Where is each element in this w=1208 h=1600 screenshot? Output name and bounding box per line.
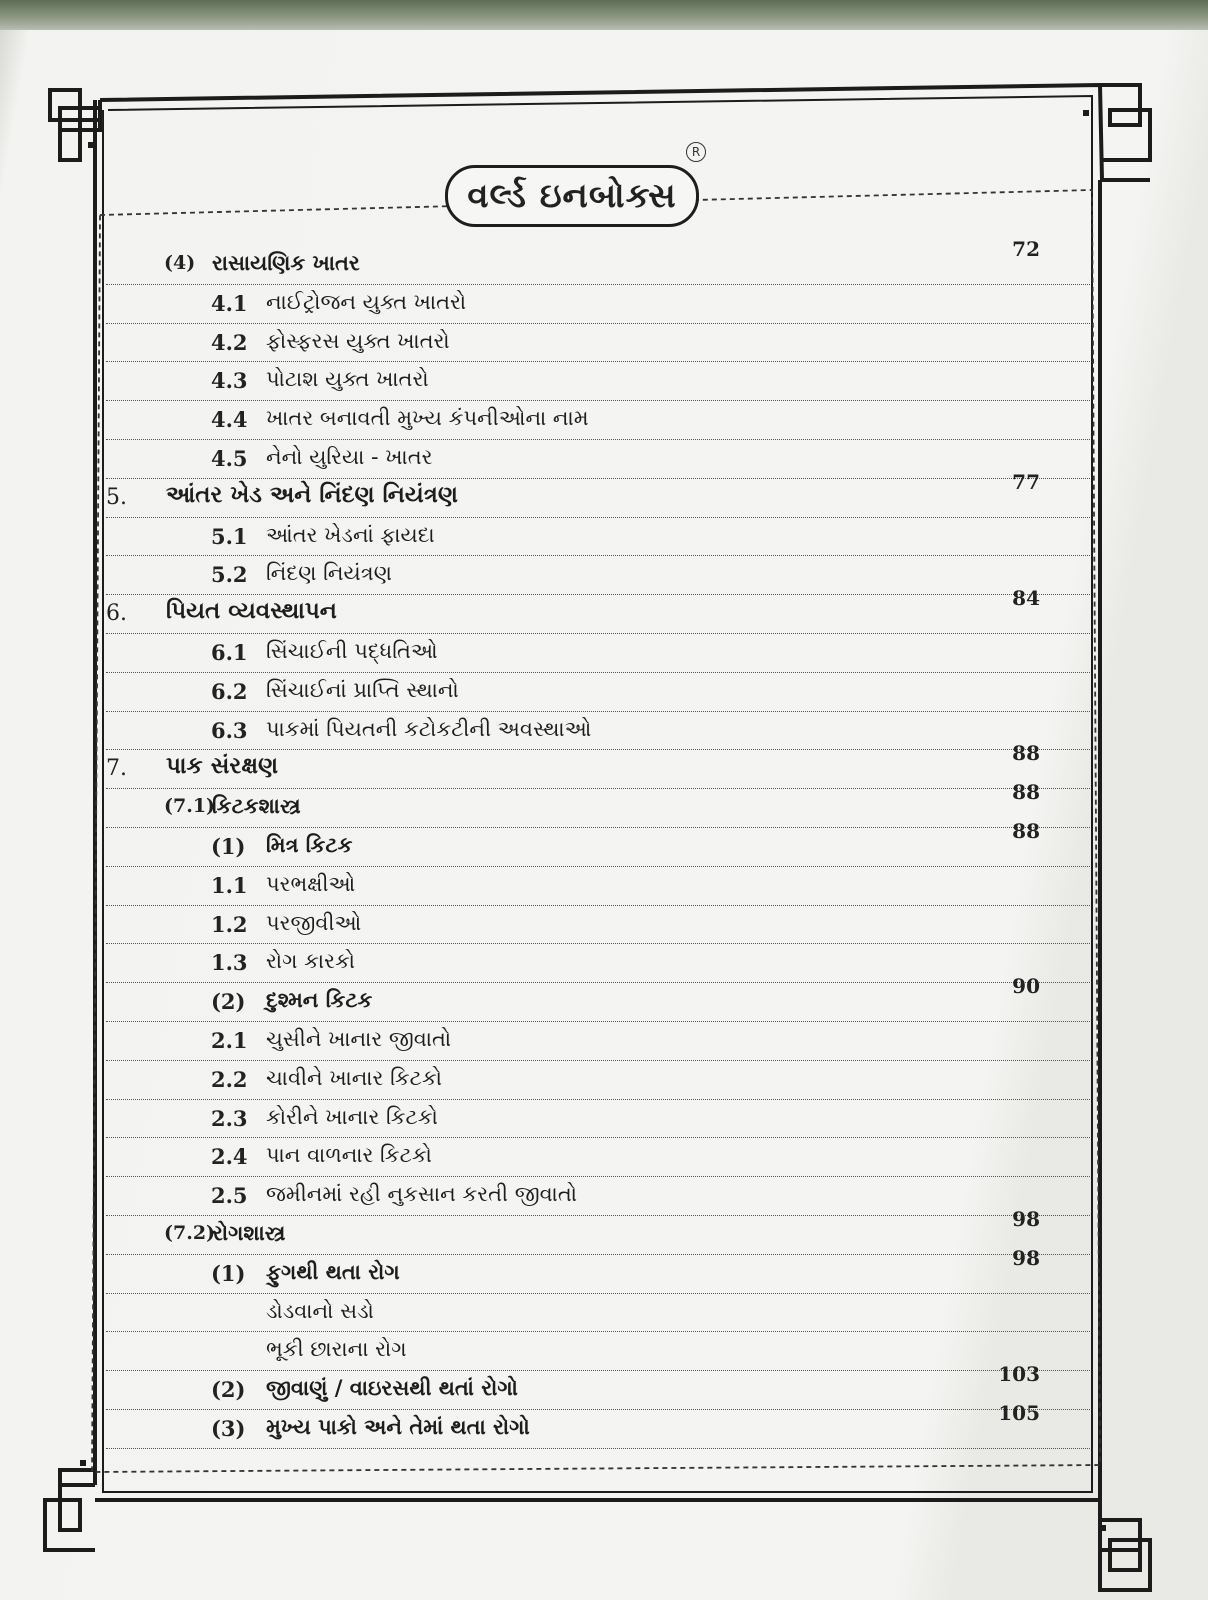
toc-number: 1.3 bbox=[211, 950, 248, 976]
corner-dot bbox=[1083, 110, 1089, 116]
book-page bbox=[0, 30, 1208, 1600]
toc-title: ફુગથી થતા રોગ bbox=[266, 1259, 400, 1284]
toc-row bbox=[106, 633, 1090, 673]
toc-row bbox=[106, 672, 1090, 712]
toc-row bbox=[106, 237, 1090, 285]
toc-row bbox=[106, 1021, 1090, 1061]
toc-page-number: 98 bbox=[1012, 1207, 1040, 1231]
corner-dot bbox=[1100, 1525, 1106, 1531]
toc-title: પિયત વ્યવસ્થાપન bbox=[166, 598, 337, 625]
toc-title: મુખ્ય પાકો અને તેમાં થતા રોગો bbox=[266, 1415, 530, 1439]
toc-number: 2.3 bbox=[211, 1105, 248, 1131]
toc-row bbox=[106, 323, 1090, 363]
toc-row bbox=[106, 586, 1090, 634]
toc-row bbox=[106, 1176, 1090, 1216]
toc-title: ચાવીને ખાનાર કિટકો bbox=[266, 1065, 442, 1090]
toc-number: (1) bbox=[211, 834, 246, 859]
toc-row bbox=[106, 905, 1090, 945]
toc-page-number: 72 bbox=[1012, 237, 1040, 261]
toc-page-number: 88 bbox=[1012, 741, 1040, 766]
toc-page-number: 88 bbox=[1012, 819, 1040, 843]
toc-page-number: 98 bbox=[1012, 1245, 1040, 1270]
toc-title: પાન વાળનાર કિટકો bbox=[266, 1143, 432, 1168]
toc-number: (2) bbox=[211, 1377, 246, 1403]
toc-row bbox=[106, 780, 1090, 828]
toc-number: 4.4 bbox=[211, 407, 248, 433]
toc-number: 2.5 bbox=[211, 1183, 248, 1209]
toc-number: (4) bbox=[164, 252, 196, 274]
toc-title: સિંચાઈની પદ્ધતિઓ bbox=[266, 639, 438, 663]
toc-title: દુશ્મન કિટક bbox=[266, 988, 373, 1013]
toc-row bbox=[106, 1362, 1090, 1410]
toc-number: 5.1 bbox=[211, 523, 248, 549]
toc-number: (7.2) bbox=[164, 1222, 216, 1244]
toc-title: કોરીને ખાનાર કિટકો bbox=[266, 1104, 438, 1129]
toc-number: 2.2 bbox=[211, 1066, 248, 1092]
toc-row bbox=[106, 1207, 1090, 1255]
toc-page-number: 103 bbox=[998, 1362, 1040, 1387]
toc-number: 2.1 bbox=[211, 1028, 248, 1053]
corner-dot bbox=[80, 1460, 86, 1466]
toc-row bbox=[106, 439, 1090, 479]
toc-page-number: 84 bbox=[1012, 586, 1040, 611]
toc-row bbox=[106, 517, 1090, 557]
toc-number: (2) bbox=[211, 989, 246, 1015]
toc-title: આંતર ખેડનાં ફાયદા bbox=[266, 522, 435, 547]
toc-row bbox=[106, 866, 1090, 906]
toc-row bbox=[106, 1401, 1090, 1449]
toc-row bbox=[106, 1293, 1090, 1333]
publisher-logo bbox=[445, 165, 699, 227]
toc-title: રોગ કારકો bbox=[266, 949, 356, 974]
toc-row bbox=[106, 1137, 1090, 1177]
toc-row bbox=[106, 555, 1090, 595]
toc-row bbox=[106, 361, 1090, 401]
toc-title: ડોડવાનો સડો bbox=[266, 1298, 374, 1323]
toc-row bbox=[106, 819, 1090, 867]
toc-number: 4.2 bbox=[211, 329, 248, 355]
table-of-contents bbox=[98, 237, 1096, 1503]
toc-title: નેનો યુરિયા - ખાતર bbox=[266, 445, 433, 469]
toc-number: (7.1) bbox=[164, 795, 216, 818]
toc-page-number: 77 bbox=[1012, 469, 1040, 494]
toc-title: નાઈટ્રોજન યુક્ત ખાતરો bbox=[266, 289, 467, 314]
toc-title: જમીનમાં રહી નુકસાન કરતી જીવાતો bbox=[266, 1182, 577, 1207]
toc-number: 4.1 bbox=[211, 290, 248, 316]
toc-row bbox=[106, 400, 1090, 440]
toc-title: કિટકશાસ્ત્ર bbox=[212, 794, 301, 819]
toc-title: આંતર ખેડ અને નિંદણ નિયંત્રણ bbox=[166, 481, 458, 508]
toc-title: સિંચાઈનાં પ્રાપ્તિ સ્થાનો bbox=[266, 677, 459, 702]
toc-row bbox=[106, 1331, 1090, 1371]
toc-title: રોગશાસ્ત્ર bbox=[212, 1221, 286, 1245]
toc-number: 6.3 bbox=[211, 717, 248, 743]
toc-title: મિત્ર કિટક bbox=[266, 833, 353, 857]
toc-row bbox=[106, 741, 1090, 789]
toc-number: 6.2 bbox=[211, 678, 248, 704]
toc-number: 2.4 bbox=[211, 1144, 248, 1170]
toc-row bbox=[106, 1245, 1090, 1294]
toc-row bbox=[106, 1099, 1090, 1139]
toc-title: પરજીવીઓ bbox=[266, 910, 362, 935]
toc-number: 1.2 bbox=[211, 911, 248, 937]
toc-number: (1) bbox=[211, 1260, 246, 1286]
toc-title: ખાતર બનાવતી મુખ્ય કંપનીઓના નામ bbox=[266, 406, 589, 431]
toc-title: રાસાયણિક ખાતર bbox=[212, 251, 360, 275]
toc-number: (3) bbox=[211, 1416, 246, 1441]
toc-number: 1.1 bbox=[211, 872, 248, 898]
toc-title: પરભક્ષીઓ bbox=[266, 871, 356, 896]
toc-row bbox=[106, 711, 1090, 751]
toc-page-number: 105 bbox=[998, 1401, 1040, 1425]
toc-title: જીવાણું / વાઇરસથી થતાં રોગો bbox=[266, 1376, 518, 1401]
toc-number: 6. bbox=[106, 601, 127, 627]
toc-row bbox=[106, 284, 1090, 324]
toc-title: પાકમાં પિયતની કટોકટીની અવસ્થાઓ bbox=[266, 716, 592, 741]
toc-row bbox=[106, 1060, 1090, 1100]
toc-title: ફોસ્ફરસ યુક્ત ખાતરો bbox=[266, 328, 450, 353]
toc-row bbox=[106, 943, 1090, 983]
toc-title: પોટાશ યુક્ત ખાતરો bbox=[266, 367, 429, 392]
toc-row bbox=[106, 469, 1090, 518]
toc-title: ભૂકી છારાના રોગ bbox=[266, 1337, 407, 1362]
toc-number: 5. bbox=[106, 484, 127, 510]
toc-page-number: 90 bbox=[1012, 974, 1040, 999]
corner-dot bbox=[88, 142, 94, 148]
toc-title: ચુસીને ખાનાર જીવાતો bbox=[266, 1027, 452, 1051]
toc-number: 7. bbox=[106, 756, 127, 782]
registered-mark: R bbox=[686, 142, 706, 162]
toc-page-number: 88 bbox=[1012, 780, 1040, 805]
toc-number: 4.5 bbox=[211, 446, 248, 471]
toc-number: 4.3 bbox=[211, 368, 248, 394]
toc-row bbox=[106, 974, 1090, 1022]
toc-title: નિંદણ નિયંત્રણ bbox=[266, 561, 392, 586]
toc-title: પાક સંરક્ષણ bbox=[166, 753, 279, 780]
logo-text: વર્લ્ડ ઇનબોક્સ bbox=[467, 176, 677, 216]
toc-number: 6.1 bbox=[211, 640, 248, 665]
toc-number: 5.2 bbox=[211, 562, 248, 588]
